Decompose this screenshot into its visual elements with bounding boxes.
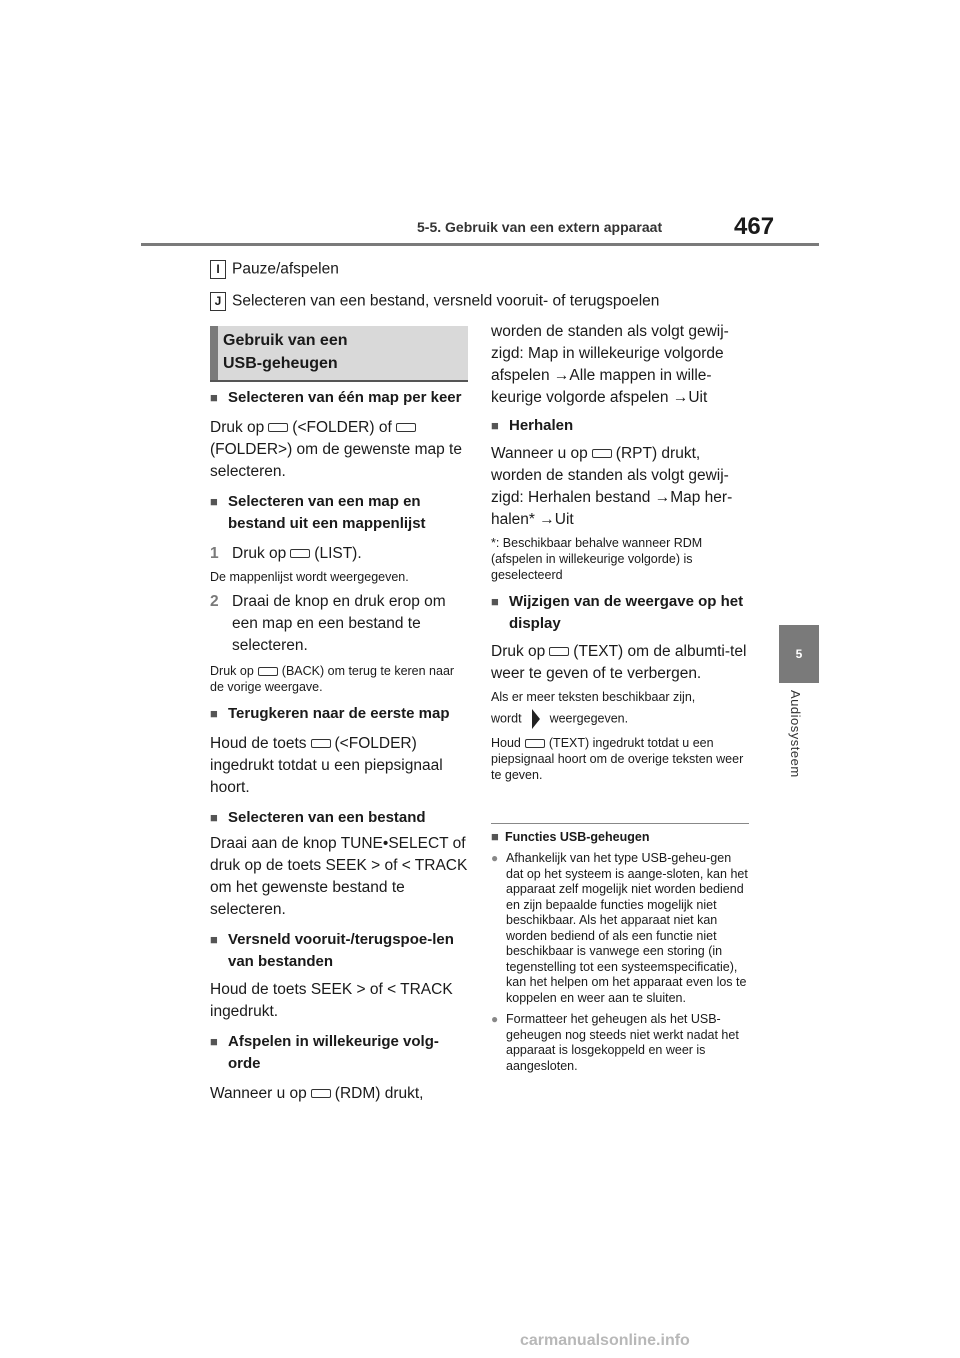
button-icon bbox=[525, 739, 545, 748]
paragraph: worden de standen als volgt gewij-zigd: Map in willekeurige volgorde afspelen →Alle mappen in wille-keurige volgorde afspelen →Uit bbox=[491, 323, 729, 406]
section-title-line2: USB-geheugen bbox=[223, 355, 338, 372]
page-number: 467 bbox=[734, 213, 775, 240]
text: (RPT) drukt, worden de standen als volgt gewij-zigd: Herhalen bestand →Map her-halen* →Uit bbox=[491, 445, 733, 528]
paragraph: Houd de toets SEEK > of < TRACK ingedrukt. bbox=[210, 981, 453, 1020]
note bbox=[491, 735, 749, 783]
text: (<FOLDER) ingedrukt totdat u een piepsignaal hoort. bbox=[210, 735, 443, 796]
functions-heading: ■ Functies USB-geheugen bbox=[491, 829, 749, 845]
right-column bbox=[491, 321, 749, 783]
chapter-tab-label: Audiosysteem bbox=[788, 690, 803, 778]
callout-letter: J bbox=[210, 292, 226, 311]
text: Draai de knop en druk erop om een map en een bestand te selecteren. bbox=[232, 593, 446, 654]
button-icon bbox=[592, 449, 612, 458]
step-2 bbox=[210, 591, 468, 657]
text: (TEXT) ingedrukt totdat u een piepsignaal hoort om de overige teksten weer te geven. bbox=[491, 736, 744, 782]
left-column bbox=[210, 387, 468, 1105]
callout-text: Selecteren van een bestand, versneld vooruit- of terugspoelen bbox=[232, 292, 660, 310]
button-icon bbox=[290, 549, 310, 558]
paragraph bbox=[491, 641, 749, 685]
text: Druk op bbox=[210, 419, 265, 436]
text: (BACK) om terug te keren naar de vorige weergave. bbox=[210, 664, 455, 694]
text: Druk op bbox=[210, 664, 254, 678]
text: (FOLDER>) om de gewenste map te selecteren. bbox=[210, 441, 462, 480]
chapter-tab: 5 bbox=[779, 625, 819, 683]
paragraph: Draai aan de knop TUNE•SELECT of druk op de toets SEEK > of < TRACK om het gewenste bestand te selecteren. bbox=[210, 835, 468, 918]
section-rule bbox=[210, 380, 468, 382]
paragraph bbox=[210, 733, 468, 799]
button-icon bbox=[396, 423, 416, 432]
step-1 bbox=[210, 543, 468, 565]
subheading-random: ■ Afspelen in willekeurige volg-orde bbox=[210, 1031, 468, 1075]
note bbox=[491, 709, 749, 729]
footnote: *: Beschikbaar behalve wanneer RDM (afspelen in willekeurige volgorde) is geselecteerd bbox=[491, 536, 703, 582]
callout-text: Pauze/afspelen bbox=[232, 260, 339, 278]
text: (<FOLDER) of bbox=[292, 419, 392, 436]
text: (TEXT) om de albumti-tel weer te geven of te verbergen. bbox=[491, 643, 747, 682]
more-text-arrow-icon bbox=[532, 709, 540, 729]
bullet-item: ● Afhankelijk van het type USB-geheu-gen dat op het systeem is aange-sloten, kan het apparaat zelf mogelijk niet worden bediend en zijn bepaalde functies mogelijk niet beschikbaar. Als het apparaat niet kan worden bediend of als een functie niet beschikbaar is vanwege een storing (in tegenstelling tot een systeemspecificatie), kan het helpen om het apparaat even los te koppelen en weer aan te sluiten. bbox=[491, 851, 749, 1006]
subheading-repeat: ■ Herhalen bbox=[491, 415, 749, 437]
paragraph bbox=[210, 1083, 468, 1105]
step-note: De mappenlijst wordt weergegeven. bbox=[210, 570, 409, 584]
functions-box bbox=[491, 829, 749, 1074]
step-number: 2 bbox=[210, 593, 219, 610]
watermark: carmanualsonline.info bbox=[520, 1332, 690, 1349]
text: Wanneer u op bbox=[210, 1085, 307, 1102]
text: (LIST). bbox=[314, 545, 362, 562]
text: weergegeven. bbox=[549, 711, 629, 726]
bullet-item: ● Formatteer het geheugen als het USB-geheugen nog steeds niet werkt nadat het apparaat is losgekoppeld en weer is aangesloten. bbox=[491, 1012, 749, 1074]
callout-i bbox=[210, 260, 339, 279]
paragraph bbox=[491, 443, 749, 531]
text: Druk op bbox=[232, 545, 287, 562]
callout-letter: I bbox=[210, 260, 226, 279]
section-title-line1: Gebruik van een bbox=[223, 332, 348, 349]
button-icon bbox=[258, 667, 278, 676]
section-title bbox=[223, 329, 463, 375]
subheading-first-folder: ■ Terugkeren naar de eerste map bbox=[210, 703, 468, 725]
step-number: 1 bbox=[210, 545, 219, 562]
subheading-fast-forward: ■ Versneld vooruit-/terugspoe-len van bestanden bbox=[210, 929, 468, 973]
text: Houd de toets bbox=[210, 735, 307, 752]
text: Wanneer u op bbox=[491, 445, 588, 462]
subheading-select-file: ■ Selecteren van een bestand bbox=[210, 807, 468, 829]
text: Houd bbox=[491, 736, 521, 750]
button-icon bbox=[549, 647, 569, 656]
back-note bbox=[210, 663, 468, 695]
divider bbox=[491, 823, 749, 824]
subheading-display: ■ Wijzigen van de weergave op het display bbox=[491, 591, 749, 635]
section-heading: 5-5. Gebruik van een extern apparaat bbox=[417, 219, 663, 235]
button-icon bbox=[311, 739, 331, 748]
note: Als er meer teksten beschikbaar zijn, bbox=[491, 690, 696, 704]
text: (RDM) drukt, bbox=[334, 1085, 424, 1102]
paragraph bbox=[210, 417, 468, 483]
button-icon bbox=[311, 1089, 331, 1098]
button-icon bbox=[268, 423, 288, 432]
section-bar bbox=[210, 326, 218, 380]
text: wordt bbox=[491, 711, 522, 726]
subheading-folder-list: ■ Selecteren van een map en bestand uit een mappenlijst bbox=[210, 491, 468, 535]
header-rule bbox=[141, 243, 819, 246]
subheading-one-folder: ■ Selecteren van één map per keer bbox=[210, 387, 468, 409]
callout-j bbox=[210, 292, 659, 311]
text: Druk op bbox=[491, 643, 546, 660]
